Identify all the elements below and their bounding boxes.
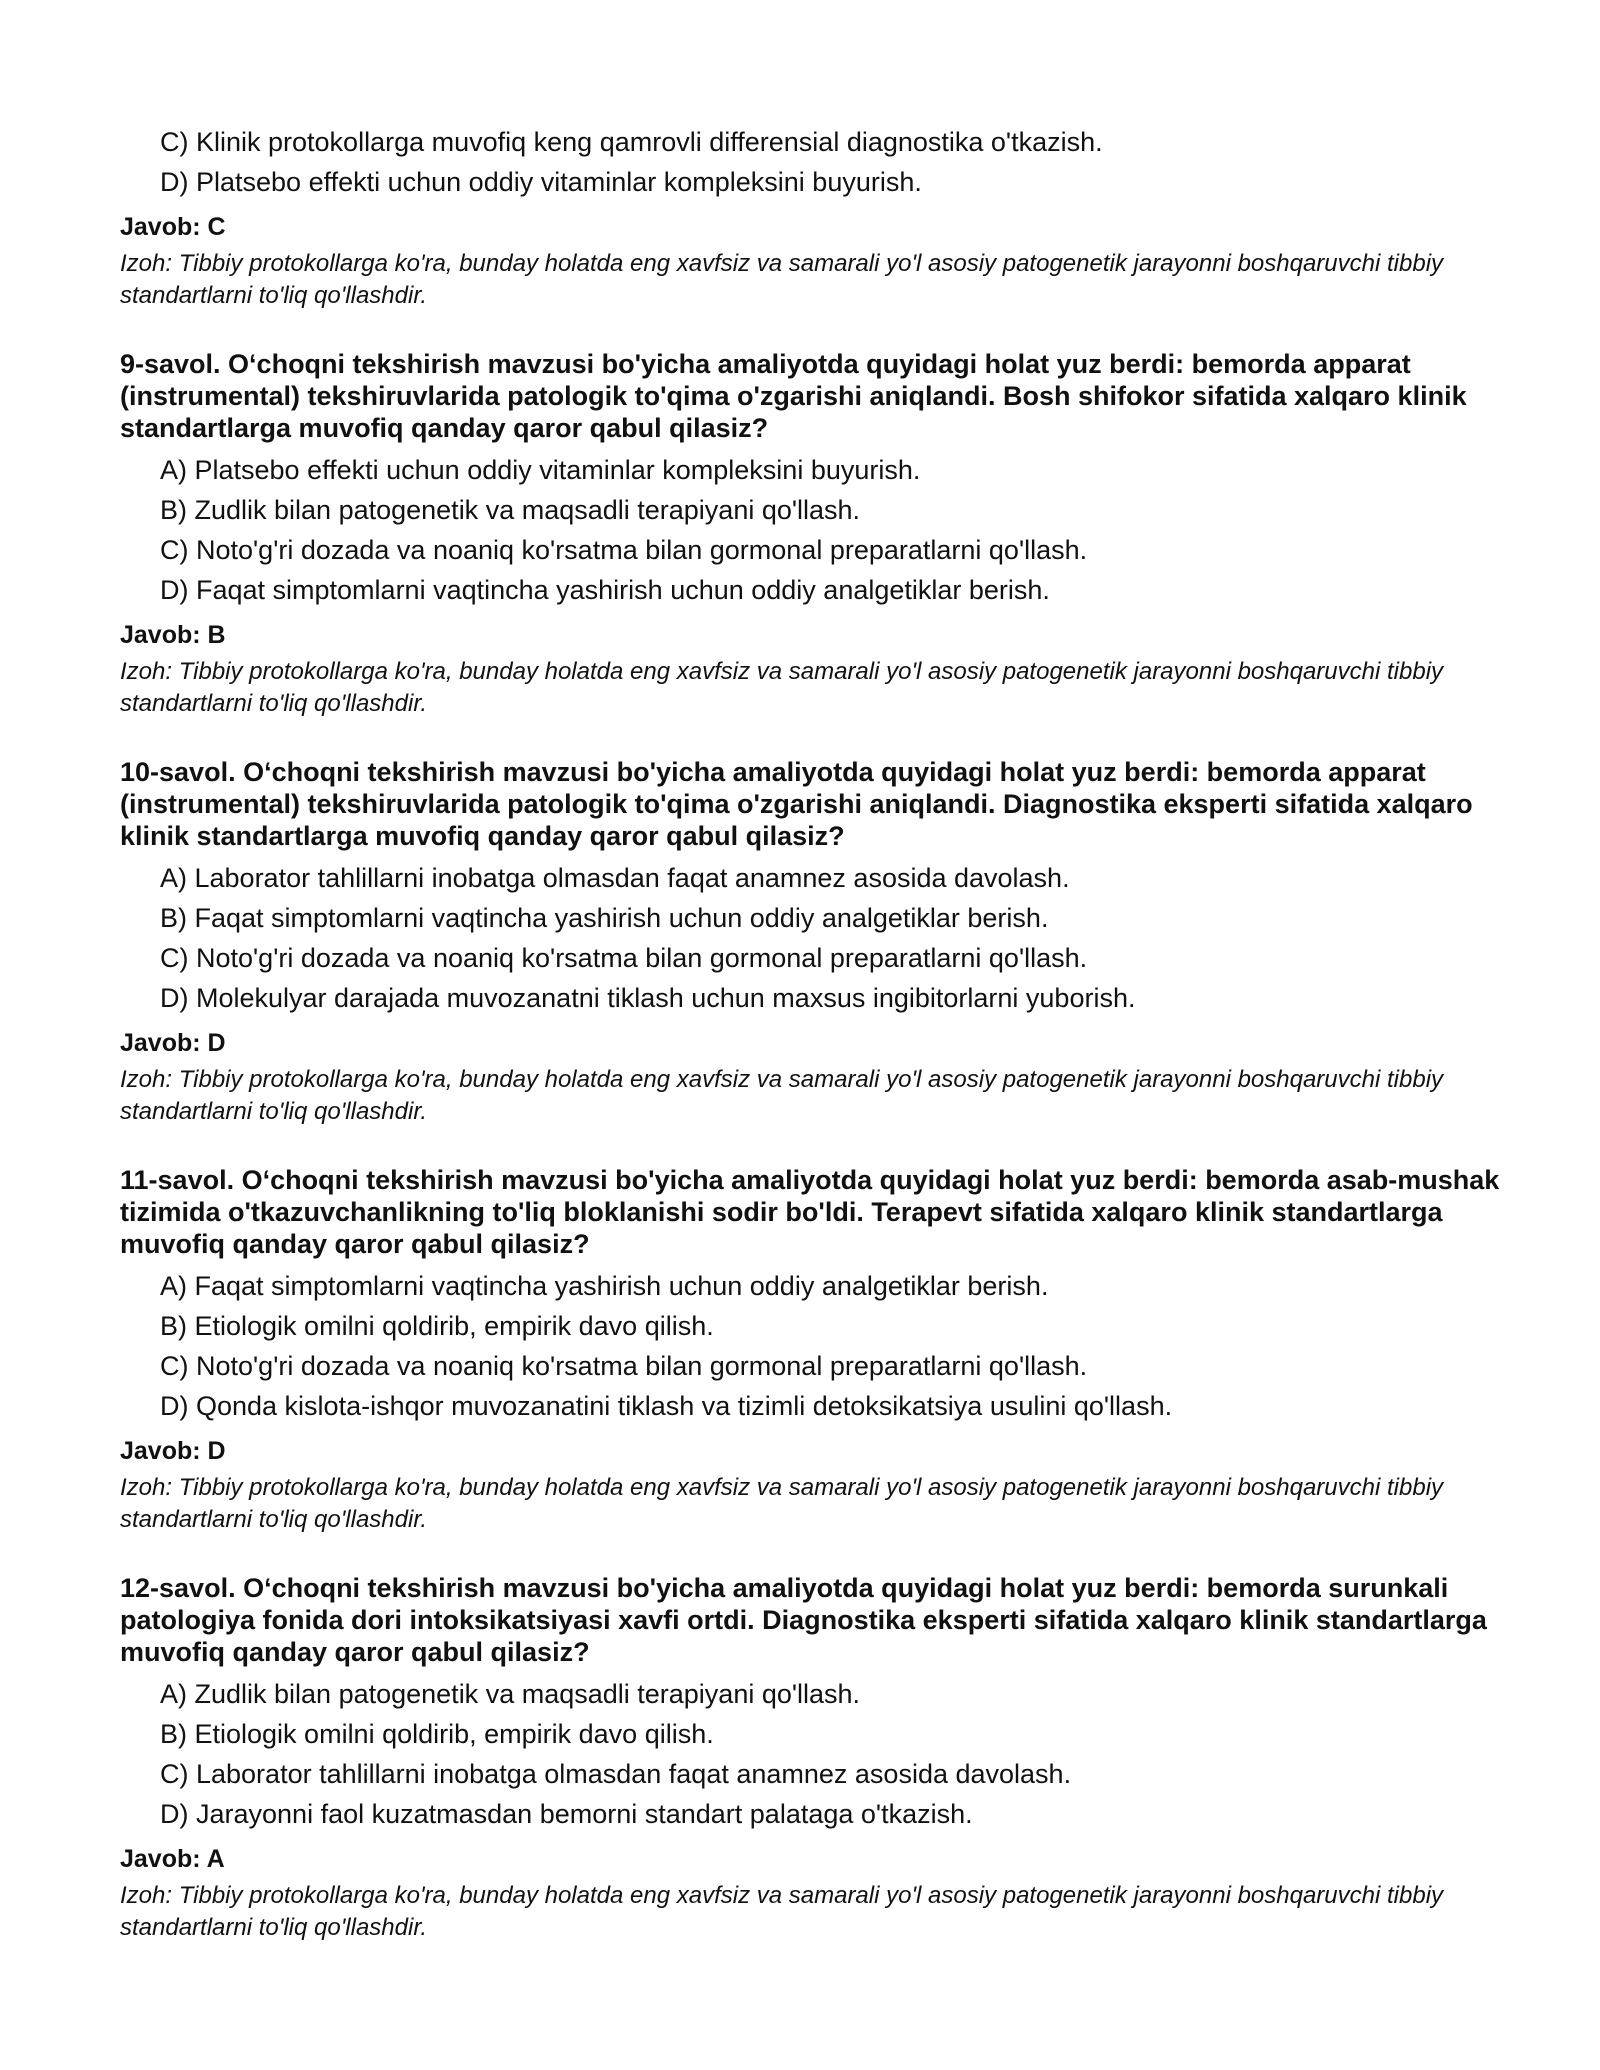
option-a: A) Laborator tahlillarni inobatga olmasdan faqat anamnez asosida davolash. xyxy=(160,863,1070,893)
option-d: D) Faqat simptomlarni vaqtincha yashirish uchun oddiy analgetiklar berish. xyxy=(160,575,1050,605)
option-d: D) Molekulyar darajada muvozanatni tiklash uchun maxsus ingibitorlarni yuborish. xyxy=(160,983,1136,1013)
option-c: C) Noto'g'ri dozada va noaniq ko'rsatma bilan gormonal preparatlarni qo'llash. xyxy=(160,535,1088,565)
option-c: C) Laborator tahlillarni inobatga olmasdan faqat anamnez asosida davolash. xyxy=(160,1759,1072,1789)
option-a: A) Faqat simptomlarni vaqtincha yashirish uchun oddiy analgetiklar berish. xyxy=(160,1271,1049,1301)
explanation-note: Izoh: Tibbiy protokollarga ko'ra, bunday holatda eng xavfsiz va samarali yo'l asosiy patogenetik jarayonni boshqaruvchi tibbiy standartlarni to'liq qo'llashdir. xyxy=(120,658,1444,717)
question-text: 9-savol. O‘choqni tekshirish mavzusi bo'yicha amaliyotda quyidagi holat yuz berdi: bemorda apparat (instrumental) tekshiruvlarida patologik to'qima o'zgarishi aniqlandi. Bosh shifokor sifatida xalqaro klinik standartlarga muvofiq qanday qaror qabul qilasiz? xyxy=(120,349,1467,443)
question-9 xyxy=(120,348,1500,720)
question-text: 10-savol. O‘choqni tekshirish mavzusi bo'yicha amaliyotda quyidagi holat yuz berdi: bemorda apparat (instrumental) tekshiruvlarida patologik to'qima o'zgarishi aniqlandi. Diagnostika eksperti sifatida xalqaro klinik standartlarga muvofiq qanday qaror qabul qilasiz? xyxy=(120,757,1473,851)
option-a: A) Platsebo effekti uchun oddiy vitaminlar kompleksini buyurish. xyxy=(160,455,921,485)
option-d: D) Platsebo effekti uchun oddiy vitaminlar kompleksini buyurish. xyxy=(160,167,922,197)
question-text: 12-savol. O‘choqni tekshirish mavzusi bo'yicha amaliyotda quyidagi holat yuz berdi: bemorda surunkali patologiya fonida dori intoksikatsiyasi xavfi ortdi. Diagnostika eksperti sifatida xalqaro klinik standartlarga muvofiq qanday qaror qabul qilasiz? xyxy=(120,1573,1487,1667)
answer-line: Javob: D xyxy=(120,1437,226,1465)
question-10 xyxy=(120,756,1500,1128)
option-b: B) Zudlik bilan patogenetik va maqsadli terapiyani qo'llash. xyxy=(160,495,861,525)
answer-line: Javob: A xyxy=(120,1845,225,1873)
explanation-note: Izoh: Tibbiy protokollarga ko'ra, bunday holatda eng xavfsiz va samarali yo'l asosiy patogenetik jarayonni boshqaruvchi tibbiy standartlarni to'liq qo'llashdir. xyxy=(120,1474,1444,1533)
option-c: C) Klinik protokollarga muvofiq keng qamrovli differensial diagnostika o'tkazish. xyxy=(160,127,1103,157)
answer-line: Javob: D xyxy=(120,1029,226,1057)
explanation-note: Izoh: Tibbiy protokollarga ko'ra, bunday holatda eng xavfsiz va samarali yo'l asosiy patogenetik jarayonni boshqaruvchi tibbiy standartlarni to'liq qo'llashdir. xyxy=(120,1066,1444,1125)
answer-line: Javob: B xyxy=(120,621,226,649)
option-d: D) Jarayonni faol kuzatmasdan bemorni standart palataga o'tkazish. xyxy=(160,1799,973,1829)
question-11 xyxy=(120,1164,1500,1536)
option-a: A) Zudlik bilan patogenetik va maqsadli terapiyani qo'llash. xyxy=(160,1679,861,1709)
option-c: C) Noto'g'ri dozada va noaniq ko'rsatma bilan gormonal preparatlarni qo'llash. xyxy=(160,1351,1088,1381)
option-c: C) Noto'g'ri dozada va noaniq ko'rsatma bilan gormonal preparatlarni qo'llash. xyxy=(160,943,1088,973)
question-12 xyxy=(120,1572,1500,1944)
explanation-note: Izoh: Tibbiy protokollarga ko'ra, bunday holatda eng xavfsiz va samarali yo'l asosiy patogenetik jarayonni boshqaruvchi tibbiy standartlarni to'liq qo'llashdir. xyxy=(120,250,1444,309)
answer-line: Javob: C xyxy=(120,213,226,241)
question-text: 11-savol. O‘choqni tekshirish mavzusi bo'yicha amaliyotda quyidagi holat yuz berdi: bemorda asab-mushak tizimida o'tkazuvchanlikning to'liq bloklanishi sodir bo'ldi. Terapevt sifatida xalqaro klinik standartlarga muvofiq qanday qaror qabul qilasiz? xyxy=(120,1165,1500,1259)
option-b: B) Etiologik omilni qoldirib, empirik davo qilish. xyxy=(160,1719,714,1749)
explanation-note: Izoh: Tibbiy protokollarga ko'ra, bunday holatda eng xavfsiz va samarali yo'l asosiy patogenetik jarayonni boshqaruvchi tibbiy standartlarni to'liq qo'llashdir. xyxy=(120,1882,1444,1941)
option-b: B) Etiologik omilni qoldirib, empirik davo qilish. xyxy=(160,1311,714,1341)
question-8-partial xyxy=(120,122,1500,312)
document-page xyxy=(120,122,1500,1944)
option-d: D) Qonda kislota-ishqor muvozanatini tiklash va tizimli detoksikatsiya usulini qo'llash. xyxy=(160,1391,1173,1421)
option-b: B) Faqat simptomlarni vaqtincha yashirish uchun oddiy analgetiklar berish. xyxy=(160,903,1049,933)
